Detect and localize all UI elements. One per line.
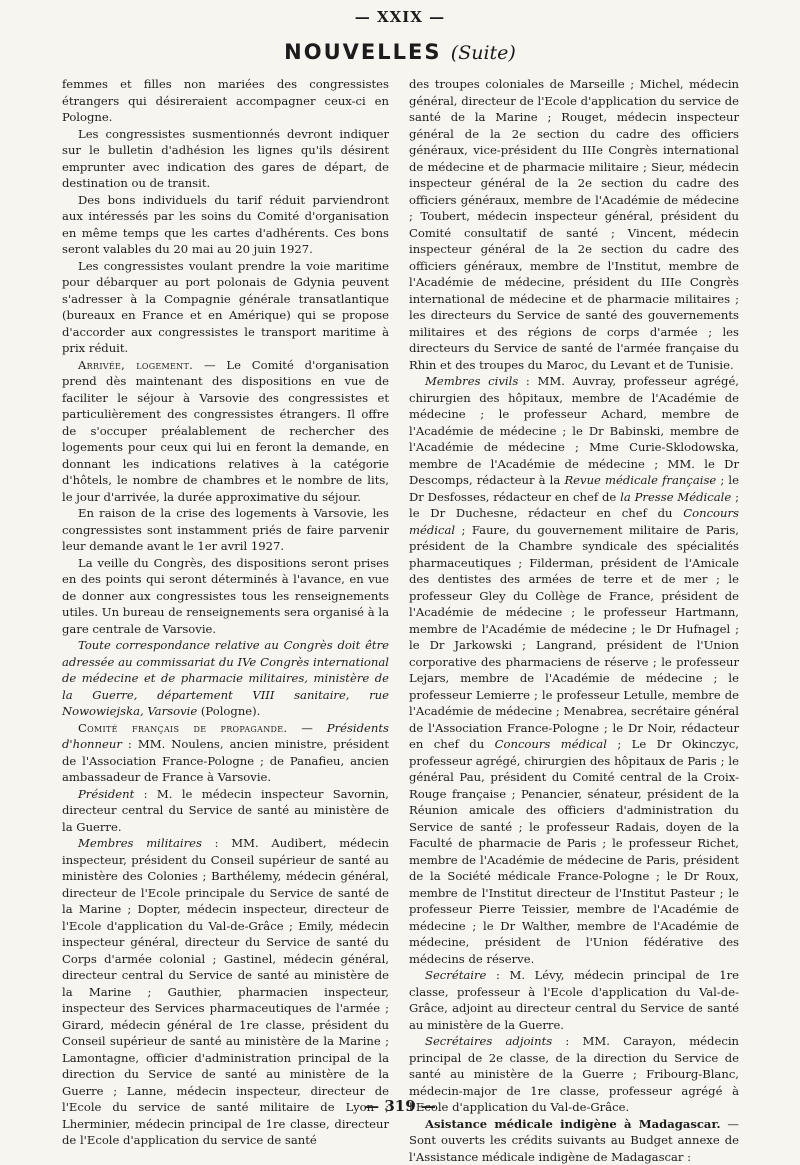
paragraph-madagascar	[409, 1116, 739, 1165]
italic-text: Revue médicale française	[564, 473, 716, 487]
paragraph-text: : MM. Noulens, ancien ministre, président de l'Association France-Pologne ; de Panafieu, ancien ambassadeur de France à Varsovie.	[62, 737, 389, 784]
italic-text: Concours médical	[495, 737, 607, 751]
page-title	[0, 40, 800, 64]
paragraph-text: : M. le médecin inspecteur Savornin, directeur central du Service de santé au ministère de la Guerre.	[62, 787, 389, 834]
italic-label: Secrétaire	[425, 968, 486, 982]
paragraph-text: : MM. Audibert, médecin inspecteur, président du Conseil supérieur de santé au ministère des Colonies ; Barthélemy, médecin général, directeur de l'Ecole principale du Service de santé de la Marine ; Dopter, médecin inspecteur, directeur de l'Ecole d'application du Val-de-Grâce ; Emily, médecin inspecteur général, directeur du Service de santé du Corps d'armée colonial ; Gastinel, médecin général, directeur central du Service de santé au ministère de la Marine ; Gauthier, pharmacien inspecteur, inspecteur des Services pharmaceutiques de l'armée ; Girard, médecin général de 1re classe, président du Conseil supérieur de santé au ministère de la Marine ; Lamontagne, officier d'administration principal de la direction du Service de santé au ministère de la Guerre ; Lanne, médecin inspecteur, directeur de l'Ecole du service de santé militaire de Lyon ; Lherminier, médecin principal de 1re classe, directeur de l'Ecole d'application du service de santé	[62, 836, 389, 1147]
paragraph-text: : M. Lévy, médecin principal de 1re classe, professeur à l'Ecole d'application du Val-de-Grâce, adjoint au directeur central du Service de santé au ministère de la Guerre.	[409, 968, 739, 1032]
paragraph-text: — Sont ouverts les crédits suivants au Budget annexe de l'Assistance médicale indigène de Madagascar :	[409, 1117, 739, 1164]
italic-text: Toute correspondance relative au Congrès doit être adressée au commissariat du IVe Congrès international de médecine et de pharmacie militaires, ministère de la Guerre, département VIII sanitaire, rue Nowowiejska, Varsovie	[62, 638, 389, 718]
paragraph-text: : MM. Auvray, professeur agrégé, chirurgien des hôpitaux, membre de l'Académie de médecine ; le professeur Achard, membre de l'Académie de médecine ; le Dr Babinski, membre de l'Académie de médecine ; Mme Curie-Sklodowska, membre de l'Académie de médecine ; MM. le Dr Descomps, rédacteur à la	[409, 374, 739, 487]
paragraph-membres-civils	[409, 373, 739, 967]
right-column	[409, 76, 739, 1086]
section-number: — XXIX —	[0, 8, 800, 26]
italic-label: Membres militaires	[78, 836, 202, 850]
paragraph: Les congressistes voulant prendre la voie maritime pour débarquer au port polonais de Gdynia peuvent s'adresser à la Compagnie générale transatlantique (bureaux en France et en Amérique) qui se propose d'accorder aux congressistes le transport maritime à prix réduit.	[62, 258, 389, 357]
paragraph-text: ; Faure, du gouvernement militaire de Paris, président de la Chambre syndicale des spécialités pharmaceutiques ; Filderman, président de l'Amicale des dentistes des armées de terre et de mer ; le professeur Gley du Collège de France, président de l'Académie de médecine ; le professeur Hartmann, membre de l'Académie de médecine ; le Dr Hufnagel ; le Dr Jarkowski ; Langrand, président de l'Union corporative des pharmaciens de réserve ; le professeur Lejars, membre de l'Académie de médecine ; le professeur Lemierre ; le professeur Letulle, membre de l'Académie de médecine ; Menabrea, secrétaire général de l'Association France-Pologne ; le Dr Noir, rédacteur en chef du	[409, 523, 739, 752]
italic-label: Président	[78, 787, 134, 801]
italic-label: Présidents d'honneur	[62, 721, 389, 752]
paragraph-arrivee	[62, 357, 389, 506]
paragraph: Les congressistes susmentionnés devront indiquer sur le bulletin d'adhésion les lignes qu'ils désirent emprunter avec indication des gares de départ, de destination ou de transit.	[62, 126, 389, 192]
paragraph-text: ; Le Dr Okinczyc, professeur agrégé, chirurgien des hôpitaux de Paris ; le général Pau, président du Comité central de la Croix-Rouge française ; Penancier, sénateur, président de la Réunion amicale des officiers d'administration du Service de santé ; le professeur Radais, doyen de la Faculté de pharmacie de Paris ; le professeur Richet, membre de l'Académie de médecine de Paris, président de la Société médicale France-Pologne ; le Dr Roux, membre de l'Institut directeur de l'Institut Pasteur ; le professeur Pierre Teissier, membre de l'Académie de médecine ; le Dr Walther, membre de l'Académie de médecine, président de l'Union fédérative des médecins de réserve.	[409, 737, 739, 966]
title-text: NOUVELLES	[284, 40, 441, 64]
paragraph-text: — Le Comité d'organisation prend dès maintenant des dispositions en vue de faciliter le séjour à Varsovie des congressistes et particulièrement des congressistes étrangers. Il offre de s'occuper préalablement de rechercher des logements pour ceux qui lui en feront la demande, en donnant les indications relatives à la catégorie d'hôtels, le nombre de chambres et le nombre de lits, le jour d'arrivée, la durée approximative du séjour.	[62, 358, 389, 504]
page-number: — 319 —	[0, 1097, 800, 1115]
dash: —	[287, 721, 326, 735]
paragraph-text: ; le Dr Duchesne, rédacteur en chef du	[409, 490, 739, 521]
left-column	[62, 76, 389, 1086]
section-heading: Arrivée, logement.	[78, 358, 193, 372]
paragraph: des troupes coloniales de Marseille ; Michel, médecin général, directeur de l'Ecole d'application du service de santé de la Marine ; Rouget, médecin inspecteur général de la 2e section du cadre des officiers généraux, vice-président du IIIe Congrès international de médecine et de pharmacie militaire ; Sieur, médecin inspecteur général de la 2e section du cadre des officiers généraux, membre de l'Académie de médecine ; Toubert, médecin inspecteur général, président du Comité consultatif de santé ; Vincent, médecin inspecteur général de la 2e section du cadre des officiers généraux, membre de l'Institut, membre de l'Académie de médecine, président du IIIe Congrès international de médecine et de pharmacie militaires ; les directeurs du Service de santé des gouvernements militaires et des régions de corps d'armée ; les directeurs du Service de santé de l'armée française du Rhin et des troupes du Maroc, du Levant et de Tunisie.	[409, 76, 739, 373]
paragraph-text: ; le Dr Desfosses, rédacteur en chef de	[409, 473, 739, 504]
italic-text: la Presse Médicale	[620, 490, 731, 504]
section-heading: Asistance médicale indigène à Madagascar.	[425, 1117, 721, 1131]
paragraph-comite	[62, 720, 389, 786]
paragraph: La veille du Congrès, des dispositions seront prises en des points qui seront déterminés à l'avance, en vue de donner aux congressistes tous les renseignements utiles. Un bureau de renseignements sera organisé à la gare centrale de Varsovie.	[62, 555, 389, 638]
italic-label: Membres civils	[425, 374, 518, 388]
paragraph: En raison de la crise des logements à Varsovie, les congressistes sont instamment priés de faire parvenir leur demande avant le 1er avril 1927.	[62, 505, 389, 555]
italic-text: Concours médical	[409, 506, 739, 537]
section-heading: Comité français de propagande.	[78, 721, 287, 735]
paragraph-correspondance	[62, 637, 389, 720]
paragraph: femmes et filles non mariées des congressistes étrangers qui désireraient accompagner ceux-ci en Pologne.	[62, 76, 389, 126]
paragraph: Des bons individuels du tarif réduit parviendront aux intéressés par les soins du Comité d'organisation en même temps que les cartes d'adhérents. Ces bons seront valables du 20 mai au 20 juin 1927.	[62, 192, 389, 258]
italic-label: Secrétaires adjoints	[425, 1034, 552, 1048]
paragraph-text: (Pologne).	[197, 704, 260, 718]
paragraph-text: : MM. Carayon, médecin principal de 2e classe, de la direction du Service de santé au ministère de la Guerre ; Fribourg-Blanc, médecin-major de 1re classe, professeur agrégé à l'Ecole d'application du Val-de-Grâce.	[409, 1034, 739, 1114]
paragraph-secretaire	[409, 967, 739, 1033]
paragraph-president	[62, 786, 389, 836]
title-suite: (Suite)	[451, 42, 516, 64]
